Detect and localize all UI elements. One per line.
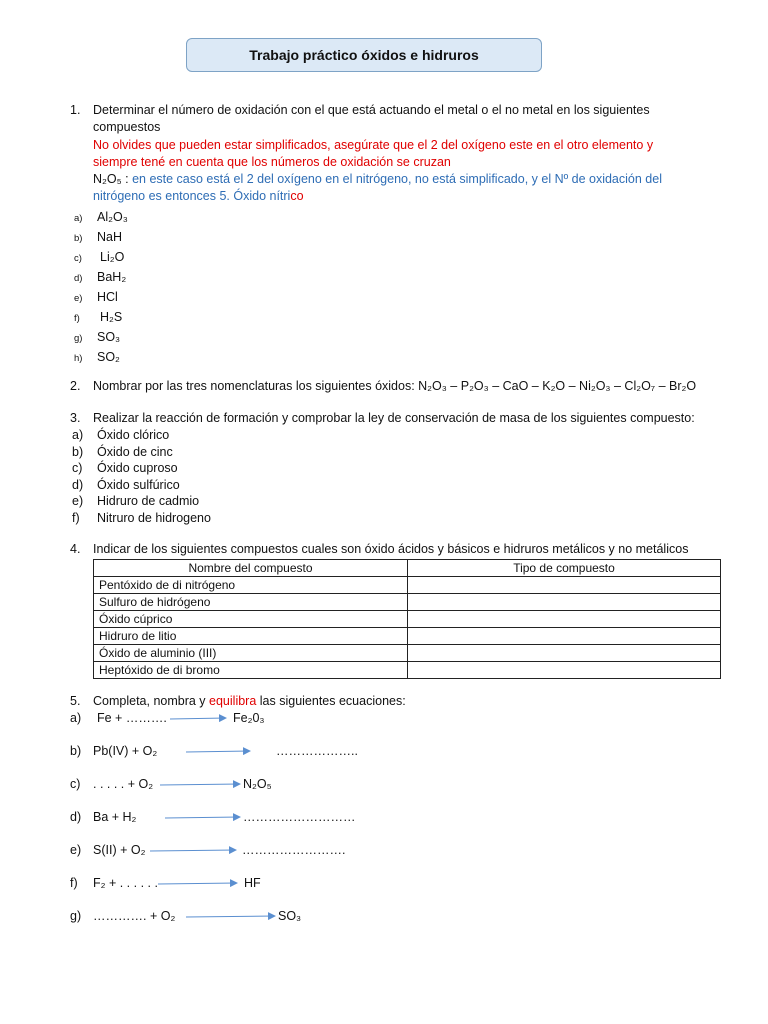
- equation-reactants: Pb(IV) + O₂: [93, 744, 158, 758]
- q1-item-formula: Al₂O₃: [97, 210, 128, 224]
- equation-reactants: Fe + ……….: [97, 711, 167, 725]
- q3-number: 3.: [70, 411, 81, 425]
- q1-item-letter: a): [74, 213, 83, 224]
- q3-item-letter: f): [72, 510, 80, 525]
- q1-item-formula: H₂S: [100, 310, 123, 324]
- q1-example-text2-end: co: [290, 189, 304, 203]
- q1-warning-line2: siempre tené en cuenta que los números de oxidación se cruzan: [93, 155, 451, 169]
- q5-text-start: Completa, nombra y: [93, 694, 210, 708]
- q4-text: Indicar de los siguientes compuestos cuales son óxido ácidos y básicos e hidruros metálicos y no metálicos: [93, 542, 689, 556]
- q5-number: 5.: [70, 694, 81, 708]
- equation-letter: c): [70, 777, 81, 791]
- equation-products: …………………….: [242, 843, 346, 857]
- equation-reactants: …………. + O₂: [93, 909, 176, 923]
- q1-example-text1: en este caso está el 2 del oxígeno en el nitrógeno, no está simplificado, y el Nº de oxidación del: [132, 172, 662, 186]
- equation-letter: g): [70, 909, 82, 923]
- q3-item-text: Óxido clórico: [97, 428, 170, 442]
- compound-name-cell: Hidruro de litio: [94, 628, 408, 645]
- q3-item-letter: d): [72, 477, 84, 492]
- q5-text-end: las siguientes ecuaciones:: [256, 694, 406, 708]
- q3-item-letter: c): [72, 461, 83, 475]
- q1-warning-line1: No olvides que pueden estar simplificados, asegúrate que el 2 del oxígeno este en el otro elemento y: [93, 138, 654, 152]
- equation-letter: d): [70, 810, 82, 824]
- reaction-arrow: [150, 850, 236, 851]
- reaction-arrow: [158, 883, 237, 884]
- equation-letter: a): [70, 711, 82, 725]
- q3-text: Realizar la reacción de formación y comprobar la ley de conservación de masa de los siguientes compuesto:: [93, 411, 695, 425]
- q3-item-letter: e): [72, 494, 84, 508]
- equation-products: N₂O₅: [243, 777, 272, 791]
- equation-products: Fe₂0₃: [233, 711, 265, 725]
- q1-text-line2: compuestos: [93, 120, 161, 134]
- q1-item-letter: g): [74, 333, 83, 344]
- reaction-arrow: [160, 784, 240, 785]
- header-compound-type: Tipo de compuesto: [408, 560, 721, 577]
- reaction-arrow: [170, 718, 226, 719]
- compound-name-cell: Pentóxido de di nitrógeno: [94, 577, 408, 594]
- q1-item-formula: Li₂O: [100, 250, 125, 264]
- reaction-arrow: [186, 916, 275, 917]
- q1-item-formula: SO₂: [97, 350, 120, 364]
- q3-item-text: Hidruro de cadmio: [97, 494, 200, 508]
- q2-number: 2.: [70, 379, 81, 393]
- equation-products: SO₃: [278, 909, 302, 923]
- reaction-arrow: [165, 817, 240, 818]
- q1-item-letter: b): [74, 233, 83, 244]
- q1-example-formula: N₂O₅ :: [93, 172, 129, 186]
- equation-products: ………………………: [243, 810, 356, 824]
- q1-item-letter: e): [74, 293, 83, 304]
- q4-number: 4.: [70, 542, 81, 556]
- q3-item-letter: a): [72, 428, 84, 442]
- compound-name-cell: Sulfuro de hidrógeno: [94, 594, 408, 611]
- compound-name-cell: Óxido de aluminio (III): [94, 645, 408, 662]
- reaction-arrow: [186, 751, 250, 752]
- equation-reactants: . . . . . + O₂: [93, 777, 154, 791]
- equation-reactants: Ba + H₂: [93, 810, 137, 824]
- q1-text-line1: Determinar el número de oxidación con el que está actuando el metal o el no metal en los siguientes: [93, 103, 650, 117]
- q1-item-formula: SO₃: [97, 330, 121, 344]
- q1-item-letter: f): [74, 313, 80, 324]
- q1-item-formula: HCl: [97, 290, 118, 304]
- q1-number: 1.: [70, 103, 81, 117]
- q3-item-text: Óxido sulfúrico: [97, 477, 180, 492]
- page-title: Trabajo práctico óxidos e hidruros: [186, 38, 542, 72]
- q1-item-letter: h): [74, 353, 83, 364]
- q1-item-formula: NaH: [97, 230, 123, 244]
- q1-item-letter: c): [74, 253, 82, 264]
- equation-products: HF: [244, 876, 261, 890]
- q1-item-formula: BaH₂: [97, 270, 127, 284]
- equation-letter: f): [70, 876, 78, 890]
- q3-item-letter: b): [72, 444, 84, 459]
- equation-letter: e): [70, 843, 82, 857]
- equation-reactants: S(II) + O₂: [93, 843, 146, 857]
- equation-reactants: F₂ + . . . . . .: [93, 876, 158, 890]
- compound-name-cell: Heptóxido de di bromo: [94, 662, 408, 679]
- q3-item-text: Nitruro de hidrogeno: [97, 510, 211, 525]
- equation-products: ………………..: [276, 744, 358, 758]
- q1-example-text2: nitrógeno es entonces 5. Óxido nítri: [93, 189, 291, 203]
- q1-item-letter: d): [74, 273, 83, 284]
- q3-item-text: Óxido de cinc: [97, 444, 173, 459]
- equation-letter: b): [70, 744, 82, 758]
- q2-text: Nombrar por las tres nomenclaturas los siguientes óxidos: N₂O₃ – P₂O₃ – CaO – K₂O – Ni₂O₃ – Cl₂O₇ – Br₂O: [93, 379, 697, 393]
- header-compound-name: Nombre del compuesto: [94, 560, 408, 577]
- q5-text-highlight: equilibra: [209, 694, 257, 708]
- compound-name-cell: Óxido cúprico: [94, 611, 408, 628]
- q3-item-text: Óxido cuproso: [97, 461, 178, 475]
